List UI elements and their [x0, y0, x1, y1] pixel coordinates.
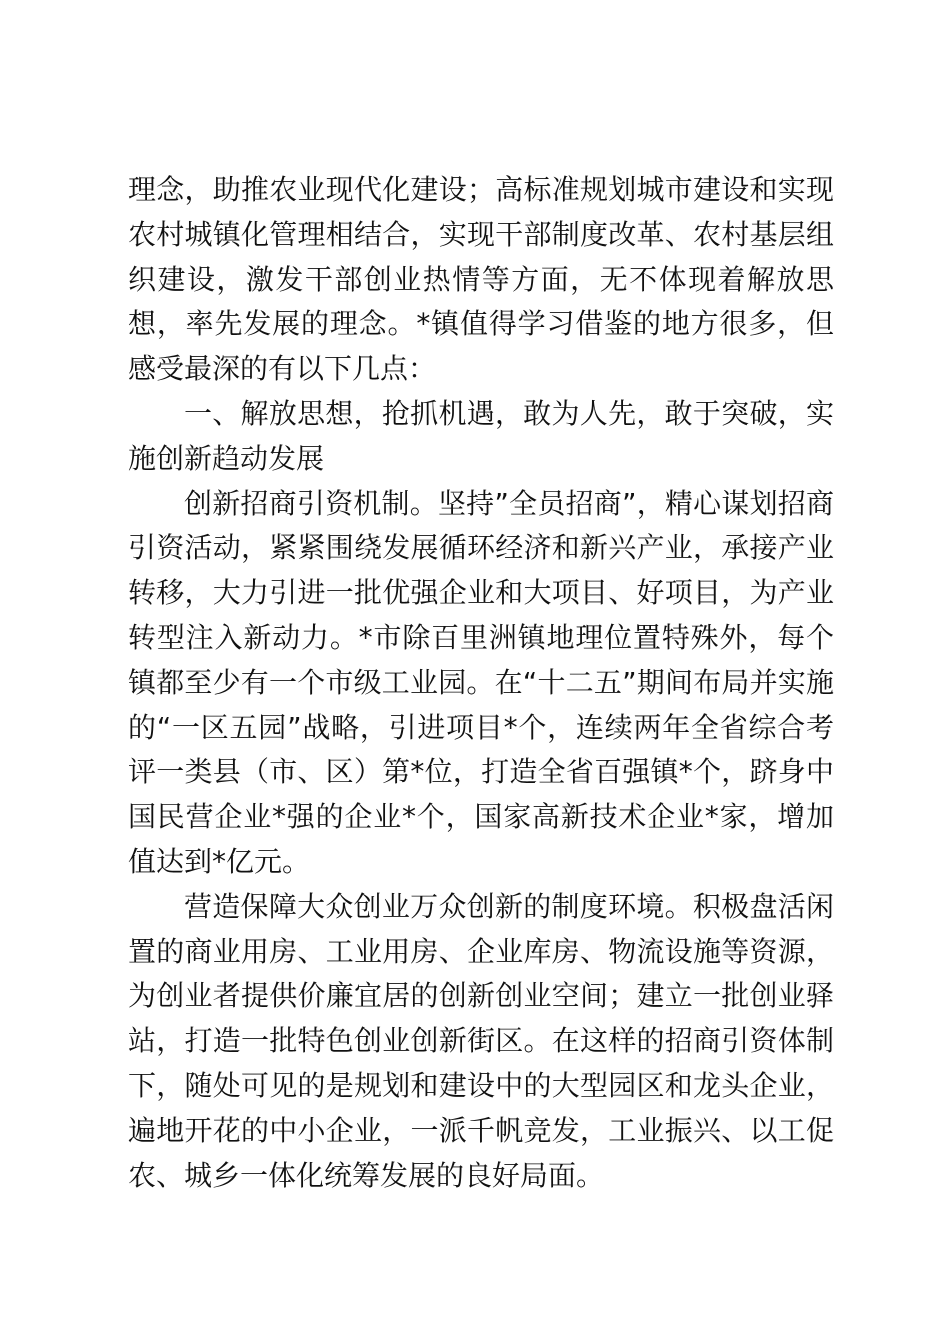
document-body	[128, 168, 834, 1198]
paragraph-entrepreneurship-environment: 营造保障大众创业万众创新的制度环境。积极盘活闲置的商业用房、工业用房、企业库房、物流设施等资源，为创业者提供价廉宜居的创新创业空间；建立一批创业驿站，打造一批特色创业创新街区。在这样的招商引资体制下，随处可见的是规划和建设中的大型园区和龙头企业，遍地开花的中小企业，一派千帆竞发，工业振兴、以工促农、城乡一体化统筹发展的良好局面。	[128, 889, 834, 1192]
paragraph-investment-mechanism: 创新招商引资机制。坚持”全员招商”，精心谋划招商引资活动，紧紧围绕发展循环经济和新兴产业，承接产业转移，大力引进一批优强企业和大项目、好项目，为产业转型注入新动力。*市除百里洲镇地理位置特殊外，每个镇都至少有一个市级工业园。在“十二五”期间布局并实施的“一区五园”战略，引进项目*个，连续两年全省综合考评一类县（市、区）第*位，打造全省百强镇*个，跻身中国民营企业*强的企业*个，国家高新技术企业*家，增加值达到*亿元。	[128, 486, 834, 878]
section-heading: 一、解放思想，抢抓机遇，敢为人先，敢于突破，实施创新趋动发展	[128, 396, 834, 475]
paragraph-continuation: 理念，助推农业现代化建设；高标准规划城市建设和实现农村城镇化管理相结合，实现干部制度改革、农村基层组织建设，激发干部创业热情等方面，无不体现着解放思想，率先发展的理念。*镇值得学习借鉴的地方很多，但感受最深的有以下几点：	[128, 173, 834, 386]
